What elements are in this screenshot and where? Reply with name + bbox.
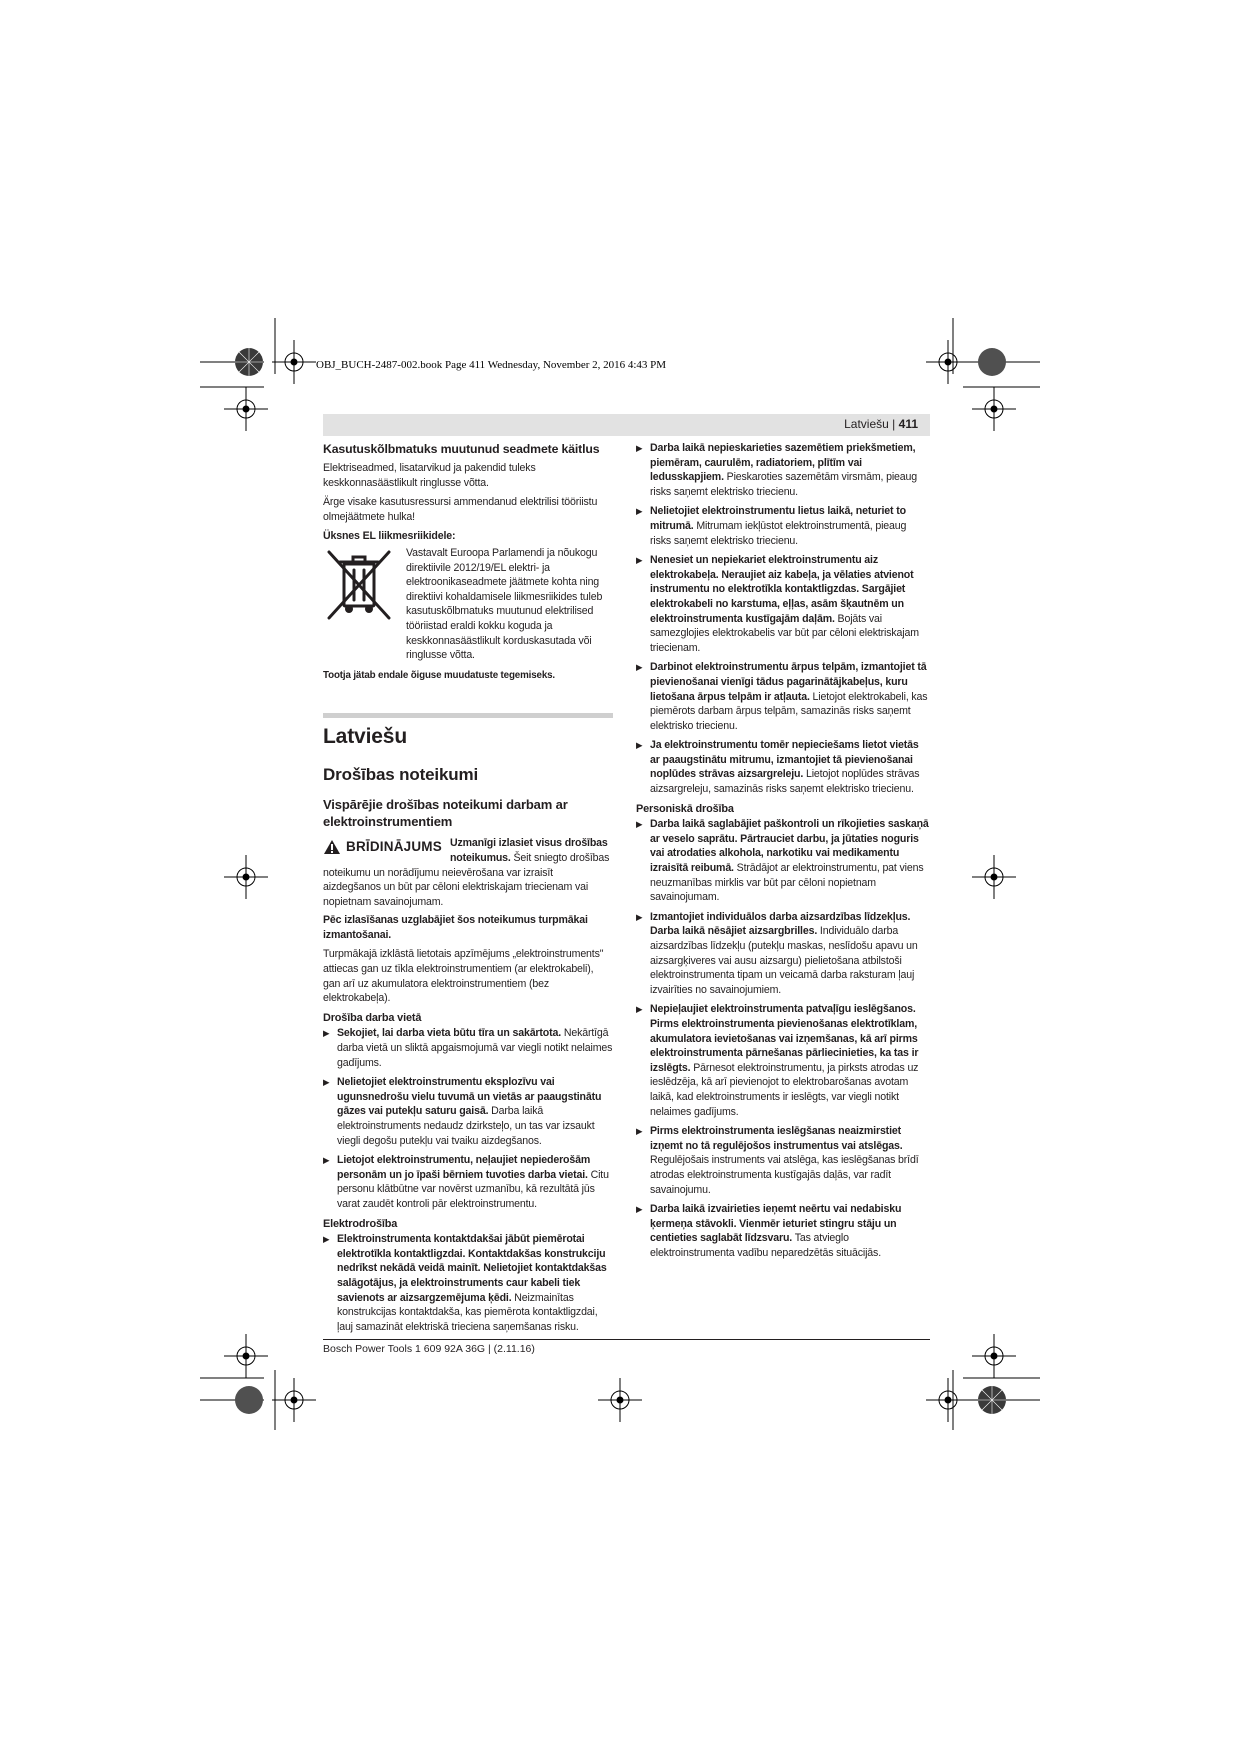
electrical-list-continued [636, 441, 930, 797]
workplace-list [323, 1026, 613, 1211]
list-item: ▶ Darbinot elektroinstrumentu ārpus telpām, izmantojiet tā pievienošanai vienīgi tādus pagarinātājkabeļus, kuru lietošana ārpus telpām ir atļauta. Lietojot elektrokabeli, kas piemērots darbam ārpus telpām, samazinās risks saņemt elektrisko triecienu. [636, 660, 930, 733]
list-item: ▶ Lietojot elektroinstrumentu, neļaujiet nepiederošām personām un jo īpaši bērniem tuvoties darba vietai. Citu personu klātbūtne var novērst uzmanību, kā rezultātā jūs varat zaudēt kontroli pār elektroinstrumentu. [323, 1153, 613, 1211]
left-column [323, 442, 613, 1339]
book-file-info: OBJ_BUCH-2487-002.book Page 411 Wednesday, November 2, 2016 4:43 PM [316, 359, 667, 371]
list-item: ▶ Pirms elektroinstrumenta ieslēgšanas neaizmirstiet izņemt no tā regulējošos instrumentus vai atslēgas. Regulējošais instruments vai atslēga, kas ieslēgšanas brīdī atrodas elektroinstrumenta kustīgajās daļās, var radīt savainojumu. [636, 1124, 930, 1197]
warning-block [323, 836, 613, 909]
list-item: ▶ Nelietojiet elektroinstrumentu eksplozīvu vai ugunsnedrošu vielu tuvumā un vietās ar paaugstinātu gāzes vai putekļu saturu gaisā. Darba laikā elektroinstruments nedaudz dzirksteļo, un tas var izsaukt viegli degošu putekļu vai tvaiku aizdegšanos. [323, 1075, 613, 1148]
safety-heading: Drošības noteikumi [323, 765, 479, 785]
personal-safety-heading: Personiskā drošība [636, 802, 734, 815]
page-number: 411 [898, 417, 918, 431]
list-item: ▶ Ja elektroinstrumentu tomēr nepieciešams lietot vietās ar paaugstinātu mitrumu, izmantojiet tā pievienošanai noplūdes strāvas aizsargreleju. Lietojot noplūdes strāvas aizsargreleju, samazinās risks saņemt elektrisko triecienu. [636, 738, 930, 796]
warning-bold: Uzmanīgi izlasiet visus drošības noteikumus. [449, 837, 608, 864]
electrical-heading: Elektrodrošība [323, 1217, 398, 1230]
language-section [323, 713, 613, 750]
warning-text: Šeit sniegto drošības noteikumu un norādījumu neievērošana var izraisīt aizdegšanos un būt par cēloni elektriskajam triecienam vai nopietnam savainojumam. [323, 851, 610, 908]
header-separator: | [892, 417, 896, 431]
electrical-list [323, 1232, 613, 1334]
general-safety-heading: Vispārējie drošības noteikumi darbam ar elektroinstrumentiem [323, 797, 568, 830]
changes-note: Tootja jätab endale õiguse muudatuste tegemiseks. [323, 669, 556, 681]
list-item: ▶ Elektroinstrumenta kontaktdakšai jābūt piemērotai elektrotīkla kontaktligzdai. Kontaktdakšas konstrukciju nedrīkst nekādā veidā mainīt. Nelietojiet kontaktdakšas salāgotājus, ja elektroinstruments caur kabeli tiek savienots ar aizsargzemējuma ķēdi. Neizmainītas konstrukcijas kontaktdakša, kas piemērota kontaktligzdai, ļauj samazināt elektriskā trieciena saņemšanas risku. [323, 1232, 613, 1334]
warning-badge [323, 839, 442, 855]
list-item: ▶ Darba laikā saglabājiet paškontroli un rīkojieties saskaņā ar veselo saprātu. Pārtrauciet darbu, ja jūtaties noguris vai atrodaties alkohola, narkotiku vai medikamentu izraisītā reibumā. Strādājot ar elektroinstrumentu, pat viens neuzmanības mirklis var būt par cēloni nopietnam savainojumam. [636, 817, 930, 905]
list-item: ▶ Nepieļaujiet elektroinstrumenta patvaļīgu ieslēgšanos. Pirms elektroinstrumenta pievienošanas elektrotīklam, akumulatora ievietošanas vai izņemšanas, kā arī pirms elektroinstrumenta pārnešanas pārliecinieties, ka tas ir izslēgts. Pārnesot elektroinstrumentu, ja pirksts atrodas uz ieslēdzēja, kā arī pievienojot to elektrobarošanas avotam laikā, kad elektroinstruments ir ieslēgts, var viegli notikt nelaimes gadījums. [636, 1002, 930, 1119]
list-item: ▶ Izmantojiet individuālos darba aizsardzības līdzekļus. Darba laikā nēsājiet aizsargbrilles. Individuālo darba aizsardzības līdzekļu (putekļu maskas, neslīdošu apavu un aizsargķiveres vai ausu aizsargu) pielietošana atbilstoši elektroinstrumenta tipam un veicamā darba raksturam ļauj izvairīties no savainojumiem. [636, 910, 930, 998]
right-column [636, 441, 930, 1265]
crossed-bin-icon [323, 546, 398, 663]
list-item: ▶ Sekojiet, lai darba vieta būtu tīra un sakārtota. Nekārtīgā darba vietā un sliktā apgaismojumā var viegli notikt nelaimes gadījums. [323, 1026, 613, 1070]
list-item: ▶ Darba laikā izvairieties ieņemt neērtu vai nedabisku ķermeņa stāvokli. Vienmēr ieturiet stingru stāju un centieties saglabāt līdzsvaru. Tas atvieglo elektroinstrumenta vadību neparedzētās situācijās. [636, 1202, 930, 1260]
weee-paragraph-1: Elektriseadmed, lisatarvikud ja pakendid tuleks keskkonnasäästlikult ringlusse võtta. [323, 462, 536, 489]
eu-heading: Üksnes EL liikmesriikidele: [323, 530, 456, 543]
weee-title: Kasutuskõlbmatuks muutunud seadmete käitlus [323, 442, 600, 456]
warning-triangle-icon [323, 839, 341, 855]
weee-paragraph-2: Ärge visake kasutusressursi ammendanud elektrilisi tööriistu olmejäätmete hulka! [323, 496, 598, 523]
keep-instructions: Pēc izlasīšanas uzglabājiet šos noteikumus turpmākai izmantošanai. [323, 914, 588, 941]
weee-directive-text: Vastavalt Euroopa Parlamendi ja nõukogu direktiivile 2012/19/EL elektri- ja elektroonikaseadmete jäätmete kohta ning direktiivi kohaldamisele liikmesriikides tuleb kasutuskõlbmatuks muutunud elektrilised tööriistad eraldi kokku koguda ja keskkonnasäästlikult korduskasutada või ringlusse võtta. [406, 546, 603, 662]
header-language: Latviešu [844, 417, 889, 431]
weee-block [323, 546, 613, 663]
warning-label: BRĪDINĀJUMS [346, 839, 442, 855]
personal-safety-list [636, 817, 930, 1260]
page-header [844, 417, 918, 431]
list-item: ▶ Nelietojiet elektroinstrumentu lietus laikā, neturiet to mitrumā. Mitrumam iekļūstot elektroinstrumentā, pieaug risks saņemt elektrisko triecienu. [636, 504, 930, 548]
term-explanation: Turpmākajā izklāstā lietotais apzīmējums „elektroinstruments" attiecas gan uz tīkla elektroinstrumentiem (ar elektrokabeli), gan arī uz akumulatora elektroinstrumentiem (bez elektrokabeļa). [323, 948, 604, 1005]
language-heading: Latviešu [323, 725, 407, 749]
page-header-bar [323, 414, 930, 436]
footer-rule [323, 1339, 930, 1340]
workplace-heading: Drošība darba vietā [323, 1011, 422, 1024]
list-item: ▶ Darba laikā nepieskarieties sazemētiem priekšmetiem, piemēram, caurulēm, radiatoriem, plītīm vai ledusskapjiem. Pieskaroties sazemētām virsmām, pieaug risks saņemt elektrisko triecienu. [636, 441, 930, 499]
list-item: ▶ Nenesiet un nepiekariet elektroinstrumentu aiz elektrokabeļa. Neraujiet aiz kabeļa, ja vēlaties atvienot instrumentu no elektrotīkla kontaktligzdas. Sargājiet elektrokabeli no karstuma, eļļas, asām šķautnēm un elektroinstrumenta kustīgajām daļām. Bojāts vai samezglojies elektrokabelis var būt par cēloni elektriskajam triecienam. [636, 553, 930, 655]
page-footer: Bosch Power Tools 1 609 92A 36G | (2.11.16) [323, 1343, 535, 1355]
